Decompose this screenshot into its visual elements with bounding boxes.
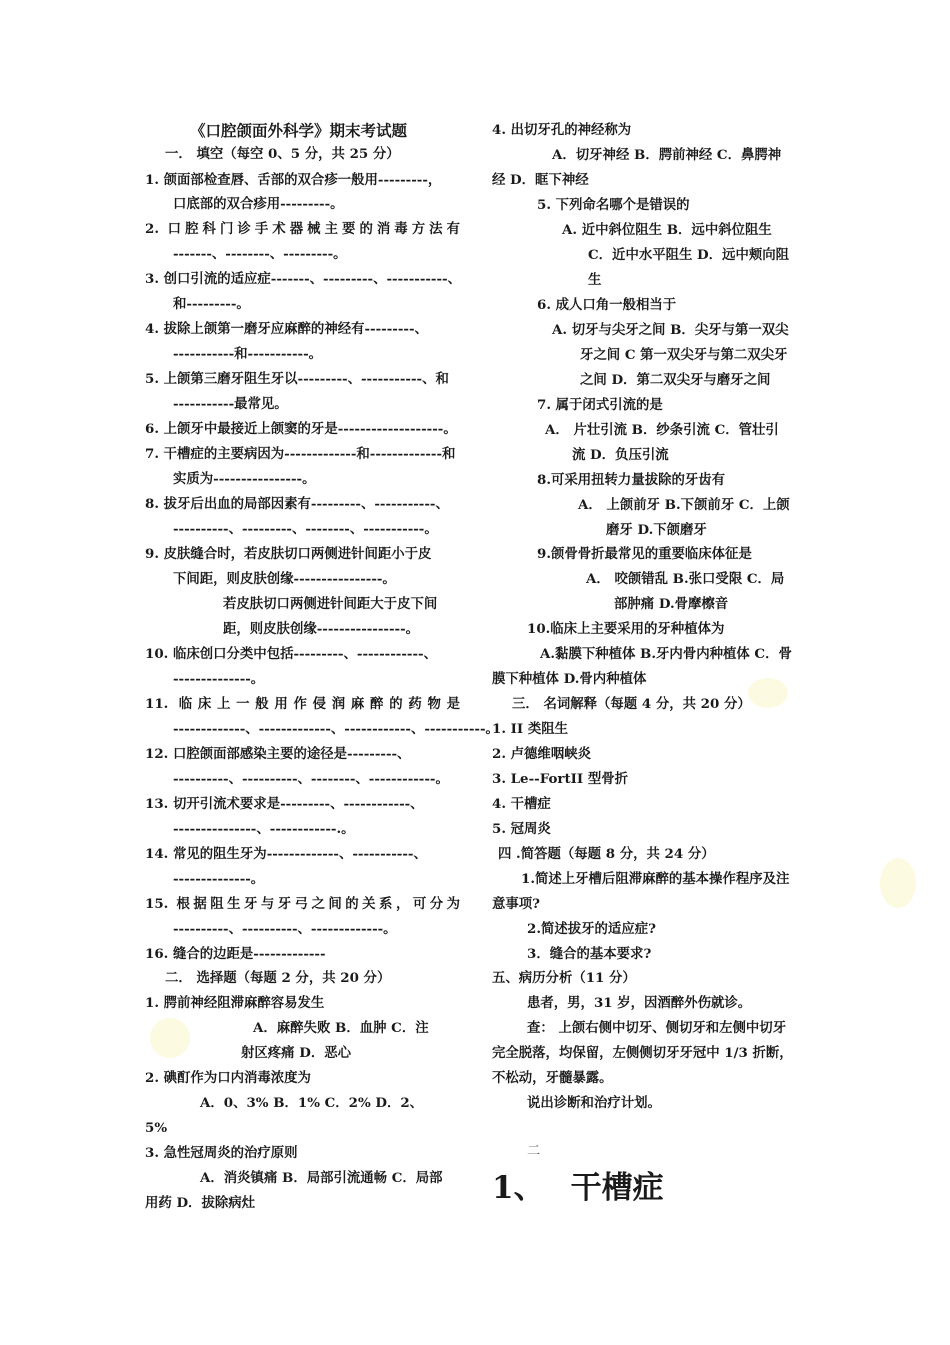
choice-4-options-cont: 经 D．眶下神经 bbox=[492, 172, 589, 188]
choice-4: 4. 出切牙孔的神经称为 bbox=[492, 122, 632, 138]
question-1-cont: 口底部的双合疹用---------。 bbox=[173, 196, 344, 212]
choice-1-options-cont: 射区疼痛 D．恶心 bbox=[241, 1045, 352, 1061]
question-6: 6. 上颌牙中最接近上颌窦的牙是-------------------。 bbox=[145, 421, 457, 437]
section-short-answer-heading: 四 .简答题（每题 8 分，共 24 分） bbox=[498, 846, 715, 862]
section-case-heading: 五、病历分析（11 分） bbox=[492, 970, 636, 986]
choice-10-options-cont: 膜下种植体 D.骨内种植体 bbox=[492, 671, 647, 687]
page-stain bbox=[880, 858, 916, 908]
choice-3-options-cont: 用药 D．拔除病灶 bbox=[145, 1195, 256, 1211]
question-12-cont: ----------、----------、--------、------------。 bbox=[173, 771, 449, 787]
term-4: 4. 干槽症 bbox=[492, 796, 551, 812]
answer-number: 1、 bbox=[492, 1170, 545, 1206]
section-terms-heading: 三． 名词解释（每题 4 分，共 20 分） bbox=[512, 696, 751, 712]
choice-6-options: A. 切牙与尖牙之间 B．尖牙与第一双尖 bbox=[552, 322, 789, 338]
choice-9-options-cont: 部肿痛 D.骨摩檫音 bbox=[614, 596, 729, 612]
case-text-2: 查： 上颌右侧中切牙、侧切牙和左侧中切牙 bbox=[527, 1020, 787, 1036]
question-3: 3. 创口引流的适应症-------、---------、-----------、 bbox=[145, 271, 461, 287]
question-5-cont: -----------最常见。 bbox=[173, 396, 288, 412]
page-stain bbox=[748, 678, 788, 708]
choice-2: 2. 碘酊作为口内消毒浓度为 bbox=[145, 1070, 311, 1086]
question-10: 10. 临床创口分类中包括---------、------------、 bbox=[145, 646, 437, 662]
question-13: 13. 切开引流术要求是---------、------------、 bbox=[145, 796, 424, 812]
answer-section-marker: 二 bbox=[527, 1144, 541, 1159]
term-2: 2. 卢德维咽峡炎 bbox=[492, 746, 591, 762]
choice-5-options: A. 近中斜位阻生 B．远中斜位阻生 bbox=[562, 222, 772, 238]
choice-6-options-cont: 牙之间 C 第一双尖牙与第二双尖牙 bbox=[580, 347, 788, 363]
choice-10: 10.临床上主要采用的牙种植体为 bbox=[527, 621, 725, 637]
question-14: 14. 常见的阻生牙为-------------、-----------、 bbox=[145, 846, 427, 862]
choice-7-options: A． 片壮引流 B．纱条引流 C．管壮引 bbox=[545, 422, 779, 438]
choice-10-options: A.黏膜下种植体 B.牙内骨内种植体 C．骨 bbox=[540, 646, 792, 662]
choice-9-options: A． 咬颌错乱 B.张口受限 C．局 bbox=[586, 571, 785, 587]
choice-8-options-cont: 磨牙 D.下颌磨牙 bbox=[606, 522, 707, 538]
question-1: 1. 颌面部检查唇、舌部的双合疹一般用---------， bbox=[145, 172, 442, 188]
case-text-2-cont2: 不松动，牙髓暴露。 bbox=[492, 1070, 613, 1086]
choice-4-options: A．切牙神经 B．腭前神经 C．鼻腭神 bbox=[552, 147, 782, 163]
section-fill-blank-heading: 一． 填空（每空 0、5 分，共 25 分） bbox=[165, 146, 400, 162]
short-answer-1-cont: 意事项? bbox=[492, 896, 541, 912]
question-2-cont: -------、--------、---------。 bbox=[173, 246, 347, 262]
choice-7: 7. 属于闭式引流的是 bbox=[537, 397, 663, 413]
page-stain bbox=[150, 1018, 190, 1058]
question-9-cont3: 距，则皮肤创缘----------------。 bbox=[223, 621, 420, 637]
question-8: 8. 拔牙后出血的局部因素有---------、-----------、 bbox=[145, 496, 449, 512]
question-9-cont2: 若皮肤切口两侧进针间距大于皮下间 bbox=[223, 596, 438, 612]
choice-8-options: A． 上颌前牙 B.下颌前牙 C．上颌 bbox=[578, 497, 790, 513]
choice-7-options-cont: 流 D．负压引流 bbox=[572, 447, 669, 463]
choice-6: 6. 成人口角一般相当于 bbox=[537, 297, 677, 313]
choice-5-options-cont2: 生 bbox=[588, 272, 602, 288]
choice-5: 5. 下列命名哪个是错误的 bbox=[537, 197, 690, 213]
section-choice-heading: 二． 选择题（每题 2 分，共 20 分） bbox=[165, 970, 391, 986]
question-4-cont: -----------和-----------。 bbox=[173, 346, 323, 362]
short-answer-2: 2.简述拔牙的适应症? bbox=[527, 921, 656, 937]
term-3: 3. Le--FortII 型骨折 bbox=[492, 771, 628, 787]
question-14-cont: --------------。 bbox=[173, 871, 265, 887]
answer-term: 干槽症 bbox=[570, 1170, 664, 1206]
question-16: 16. 缝合的边距是------------- bbox=[145, 946, 326, 962]
case-instruction: 说出诊断和治疗计划。 bbox=[527, 1095, 661, 1111]
question-7-cont: 实质为----------------。 bbox=[173, 471, 316, 487]
question-15-cont: ----------、----------、-------------。 bbox=[173, 921, 397, 937]
question-11: 11. 临床上一般用作侵润麻醉的药物是 bbox=[145, 696, 460, 712]
choice-8: 8.可采用扭转力量拔除的牙齿有 bbox=[537, 472, 726, 488]
case-text-2-cont: 完全脱落，均保留，左侧侧切牙牙冠中 1/3 折断， bbox=[492, 1045, 793, 1061]
question-3-cont: 和---------。 bbox=[173, 296, 250, 312]
question-15: 15. 根据阻生牙与牙弓之间的关系，可分为 bbox=[145, 896, 460, 912]
question-10-cont: --------------。 bbox=[173, 671, 265, 687]
question-11-cont: -------------、-------------、------------、-----------。 bbox=[173, 721, 499, 737]
question-9: 9. 皮肤缝合时，若皮肤切口两侧进针间距小于皮 bbox=[145, 546, 432, 562]
question-12: 12. 口腔颌面部感染主要的途径是---------、 bbox=[145, 746, 411, 762]
answer-heading bbox=[492, 1166, 664, 1210]
choice-1: 1. 腭前神经阻滞麻醉容易发生 bbox=[145, 995, 325, 1011]
choice-5-options-cont: C．近中水平阻生 D．远中颊向阻 bbox=[588, 247, 790, 263]
question-9-cont: 下间距，则皮肤创缘----------------。 bbox=[173, 571, 396, 587]
exam-title: 《口腔颌面外科学》期末考试题 bbox=[190, 121, 408, 140]
question-2: 2. 口腔科门诊手术器械主要的消毒方法有 bbox=[145, 221, 460, 237]
question-8-cont: ----------、---------、--------、-----------。 bbox=[173, 521, 438, 537]
term-5: 5. 冠周炎 bbox=[492, 821, 551, 837]
choice-6-options-cont2: 之间 D．第二双尖牙与磨牙之间 bbox=[580, 372, 771, 388]
question-5: 5. 上颌第三磨牙阻生牙以---------、-----------、和 bbox=[145, 371, 449, 387]
short-answer-3: 3．缝合的基本要求? bbox=[527, 946, 652, 962]
question-13-cont: ---------------、------------.。 bbox=[173, 821, 355, 837]
short-answer-1: 1.简述上牙槽后阻滞麻醉的基本操作程序及注 bbox=[521, 871, 790, 887]
choice-1-options: A．麻醉失败 B．血肿 C．注 bbox=[253, 1020, 429, 1036]
choice-2-options-cont: 5% bbox=[145, 1120, 168, 1136]
choice-3-options: A．消炎镇痛 B．局部引流通畅 C．局部 bbox=[200, 1170, 443, 1186]
question-4: 4. 拔除上颌第一磨牙应麻醉的神经有---------、 bbox=[145, 321, 428, 337]
choice-2-options: A．0、3% B．1% C．2% D．2、 bbox=[200, 1095, 424, 1111]
case-text-1: 患者，男，31 岁，因酒醉外伤就诊。 bbox=[527, 995, 752, 1011]
choice-3: 3. 急性冠周炎的治疗原则 bbox=[145, 1145, 298, 1161]
choice-9: 9.颌骨骨折最常见的重要临床体征是 bbox=[537, 546, 752, 562]
question-7: 7. 干槽症的主要病因为-------------和-------------和 bbox=[145, 446, 456, 462]
term-1: 1. II 类阻生 bbox=[492, 721, 569, 737]
